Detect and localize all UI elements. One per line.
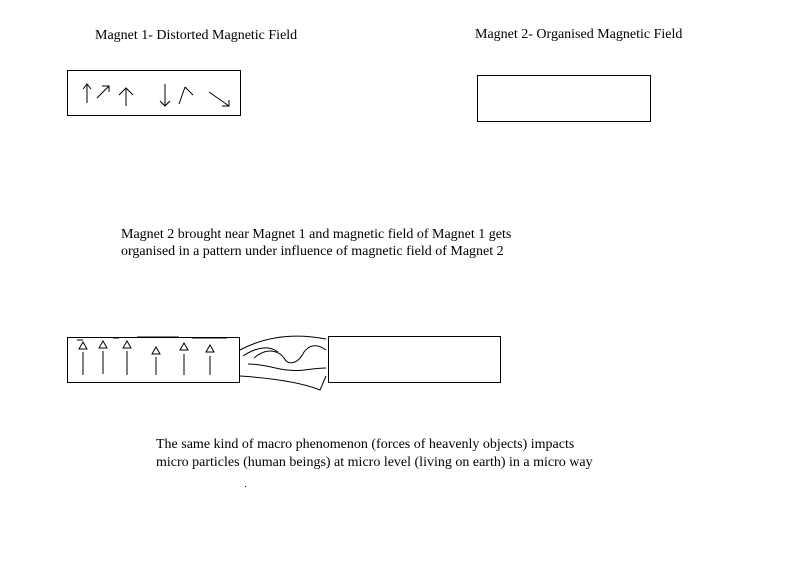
magnet2-box	[477, 75, 651, 122]
organised-field-arrows	[67, 337, 240, 383]
distorted-field-arrows	[67, 70, 241, 116]
stray-dot	[245, 486, 246, 487]
caption1-line1: Magnet 2 brought near Magnet 1 and magnetic field of Magnet 1 gets	[121, 227, 512, 242]
field-lines	[240, 332, 330, 392]
magnet2-bottom-box	[328, 336, 501, 383]
caption1-line2: organised in a pattern under influence of magnetic field of Magnet 2	[121, 244, 504, 259]
caption2-line1: The same kind of macro phenomenon (forces of heavenly objects) impacts	[156, 437, 575, 452]
magnet2-label: Magnet 2- Organised Magnetic Field	[475, 27, 683, 42]
caption2-line2: micro particles (human beings) at micro level (living on earth) in a micro way	[156, 455, 593, 470]
magnet1-label: Magnet 1- Distorted Magnetic Field	[95, 28, 298, 43]
